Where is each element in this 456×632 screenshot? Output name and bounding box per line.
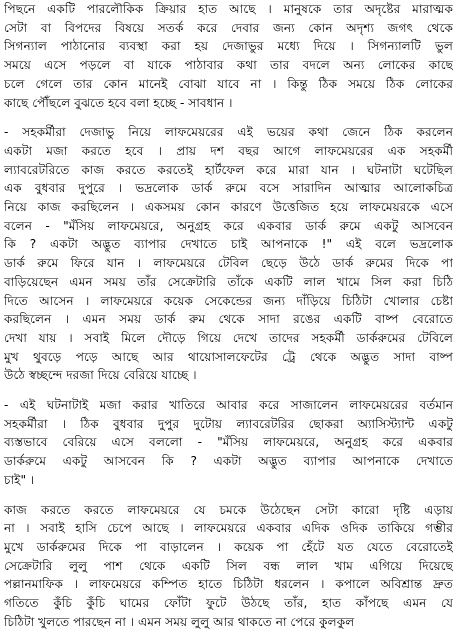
text-line: পল্লানমাফিক । লাফমেয়রে কম্পিত হাতে চিঠিটা ধরলেন । কপালে অবিশ্রান্ত দ্রুত [4,577,453,592]
text-line: দিতে আসেন । লাফমেয়রে কয়েক সেকেন্ডের জন্য দাঁড়িয়ে চিঠিটা খোলার চেষ্টা [4,293,453,308]
text-line: একটা মজা করতে হবে । প্রায় দশ বছর আগে লাফমেয়রের এক সহকর্মী [4,143,453,158]
text-line: নিয়ে কাজ করছিলেন । একসময় কোন কারণে উত্তেজিত হয়ে লাফমেয়রকে এসে [4,200,453,215]
text-line: ল্যাবরেটরিতে কাজ করতে করতেই হার্টফেল করে মারা যান । ঘটনাটা ঘটেছিল [4,162,453,177]
text-line: সেটা বা বিপদের বিষয়ে সতর্ক করে দেবার জন্য কোন অদৃশ্য জগৎ থেকে [4,20,453,35]
text-line: করছিলেন । এমন সময় ডার্ক রুম থেকে সাদা রঙের একটি বাষ্প বেরোতে [4,312,453,327]
text-line: এক বুধবার দুপুরে । ভদ্রলোক ডার্ক রুমে বসে সারাদিন আত্মার আলোকচিত্র [4,181,453,196]
text-line: - সহকর্মীরা দেজাভু নিয়ে লাফমেয়রের এই ভয়ের কথা জেনে ঠিক করলেন [4,125,453,140]
text-line: চাই" । [4,472,35,487]
text-line: মুখ থুবড়ে পড়ে আছে আর থায়োসালফেটের ট্রে থেকে অদ্ভুত সাদা বাষ্প [4,349,453,364]
text-line: কাজ করতে করতে লাফমেয়রে যে চমকে উঠেছেন সেটা কারো দৃষ্টি এড়ায় [4,502,453,517]
text-line: পিছনে একটি পারলৌকিক ক্রিয়ার হাত আছে । মানুষকে তার অদৃষ্টের মারাত্মক [4,2,453,16]
text-line: কি ? একটা অদ্ভুত ব্যাপার দেখাতে চাই আপনাকে !" এই বলে ভদ্রলোক [4,237,453,252]
text-line: চলে গেলে তার কোন মানেই বোঝা যাবে না । কিন্তু ঠিক সময়ে ঠিক লোকের [4,76,453,91]
text-line: বাড়িয়েছেন এমন সময় তাঁর সেক্রেটারি তাঁকে একটি লাল খামে সিল করা চিঠি [4,274,453,289]
paragraph [4,501,453,632]
text-line: সহকর্মীরা । ঠিক বুধবার দুপুর দুটোয় ল্যাবরেটরির ছোকরা অ্যাসিস্ট্যান্ট একটু [4,416,453,431]
text-line: ডার্করুমে একটু আসবেন কি ? একটা অদ্ভুত ব্যাপার আপনাকে দেখাতে [4,454,453,469]
text-line: বলেন - "মঁসিয় লাফমেয়রে, অনুগ্রহ করে একবার ডার্ক রুমে একটু আসবেন [4,218,453,233]
text-line: গতিতে কুঁচি কুঁচি ঘামের ফোঁটা ফুটে উঠছে তাঁর, হাত কাঁপছে এমন যে [4,596,453,611]
text-line: কাছে পৌঁছলে বুঝতে হবে বলা হচ্ছে - সাবধান । [4,95,233,110]
text-line: উঠে স্বচ্ছন্দে দরজা দিয়ে বেরিয়ে যাচ্ছে । [4,368,197,383]
text-line: সিগন্যাল পাঠানোর ব্যবস্থা করা হয় দেজাভুর মধ্যে দিয়ে । সিগন্যালটি ভুল [4,39,453,54]
text-line: - এই ঘটনাটাই মজা করার খাতিরে আবার করে সাজালেন লাফমেয়রের বর্তমান [4,398,453,413]
text-line: ব্যস্তভাবে বেরিয়ে এসে বললো - "মঁসিয় লাফমেয়রে, অনুগ্রহ করে একবার [4,435,453,450]
text-line: চিঠিটা খুলতে পারছেন না । এমন সময় লুলু আর থাকতে না পেরে কুলকুল [4,614,355,629]
text-line: সময়ে এসে পড়লে বা যাকে পাঠাবার কথা তার বদলে অন্য লোকের কাছে [4,58,453,73]
paragraph [4,0,453,112]
document-page [4,0,453,632]
text-line: সেক্রেটারি লুলু পাশ থেকে একটি সিল বন্ধ লাল খাম এগিয়ে দিয়েছে [4,558,453,573]
text-line: না । সবাই হাসি চেপে আছে । লাফমেয়রে একবার এদিক ওদিক তাকিয়ে গম্ভীর [4,521,453,536]
paragraph [4,396,453,490]
text-line: মুখে ডার্করুমের দিকে পা বাড়ালেন । কয়েক পা হেঁটে যত যেতে বেরোতেই [4,539,453,554]
text-line: ডার্ক রুমে ফিরে যান । লাফমেয়রে টেবিল ছেড়ে উঠে ডার্ক রুমের দিকে পা [4,256,453,271]
paragraph [4,123,453,385]
text-line: দেখা যায় । সবাই মিলে দৌড়ে গিয়ে দেখে তাদের সহকর্মী ডার্করুমের টেবিলে [4,330,453,345]
